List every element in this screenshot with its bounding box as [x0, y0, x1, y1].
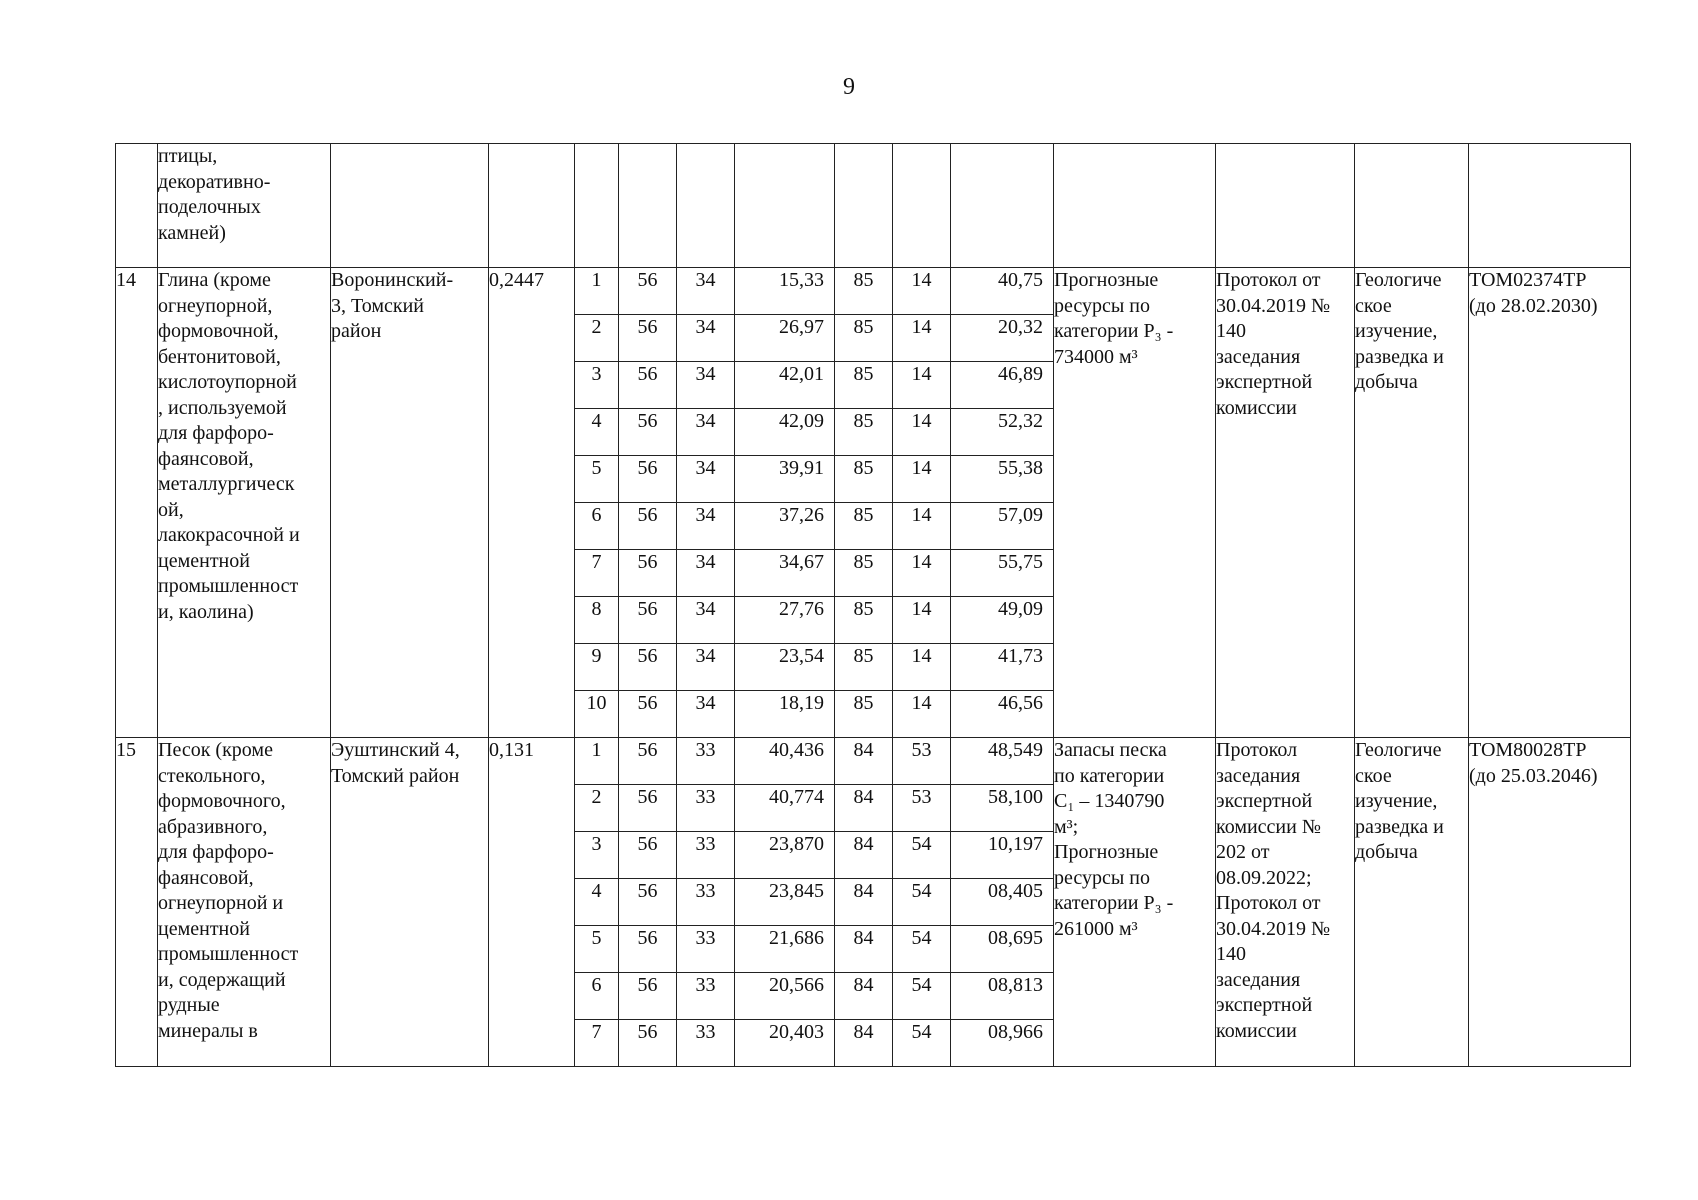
lat-min-cell: 33: [677, 1020, 735, 1067]
lat-sec-cell: [735, 144, 835, 268]
lon-deg-cell: 85: [835, 409, 893, 456]
lon-sec-cell: 20,32: [951, 315, 1054, 362]
lon-deg-cell: 84: [835, 738, 893, 785]
lat-sec-cell: 26,97: [735, 315, 835, 362]
point-no-cell: 5: [575, 926, 619, 973]
lat-sec-cell: 23,845: [735, 879, 835, 926]
lon-sec-cell: 10,197: [951, 832, 1054, 879]
lat-deg-cell: 56: [619, 738, 677, 785]
location-cell: Воронинский- 3, Томский район: [331, 268, 489, 738]
point-no-cell: 8: [575, 597, 619, 644]
lon-min-cell: 14: [893, 362, 951, 409]
lon-deg-cell: 84: [835, 832, 893, 879]
lon-sec-cell: 55,38: [951, 456, 1054, 503]
continuation-row: [116, 144, 1631, 268]
lon-min-cell: 14: [893, 409, 951, 456]
purpose-cell: Геологиче ское изучение, разведка и добыча: [1355, 738, 1469, 1067]
lon-sec-cell: 49,09: [951, 597, 1054, 644]
row-number: 14: [116, 268, 158, 738]
lat-sec-cell: 42,01: [735, 362, 835, 409]
lat-sec-cell: 23,870: [735, 832, 835, 879]
lon-deg-cell: 84: [835, 926, 893, 973]
point-no-cell: 9: [575, 644, 619, 691]
lon-sec-cell: 08,695: [951, 926, 1054, 973]
protocol-cell: Протокол заседания экспертной комиссии № 202 от 08.09.2022; Протокол от 30.04.2019 № 140 заседания экспертной комиссии: [1216, 738, 1355, 1067]
resources-cell: Прогнозные ресурсы по категории Р₃ - 734000 м³: [1054, 268, 1216, 738]
lat-min-cell: 34: [677, 362, 735, 409]
lon-deg-cell: 85: [835, 503, 893, 550]
lat-min-cell: 34: [677, 503, 735, 550]
lon-min-cell: 14: [893, 268, 951, 315]
point-no-cell: [575, 144, 619, 268]
page-number: 9: [843, 74, 855, 100]
number-cell: [116, 144, 158, 268]
lon-min-cell: 54: [893, 1020, 951, 1067]
point-no-cell: 2: [575, 785, 619, 832]
lon-deg-cell: 85: [835, 691, 893, 738]
lat-deg-cell: 56: [619, 456, 677, 503]
lat-min-cell: 33: [677, 879, 735, 926]
lat-min-cell: 33: [677, 973, 735, 1020]
lat-min-cell: 33: [677, 832, 735, 879]
lon-min-cell: 14: [893, 644, 951, 691]
lat-min-cell: 34: [677, 597, 735, 644]
lon-sec-cell: [951, 144, 1054, 268]
resources-cell: Запасы песка по категории С₁ – 1340790 м³; Прогнозные ресурсы по категории Р₃ - 261000 м³: [1054, 738, 1216, 1067]
lon-sec-cell: 58,100: [951, 785, 1054, 832]
lat-min-cell: 34: [677, 409, 735, 456]
location-cell: [331, 144, 489, 268]
lon-deg-cell: 85: [835, 362, 893, 409]
lon-min-cell: 14: [893, 503, 951, 550]
lat-sec-cell: 37,26: [735, 503, 835, 550]
point-no-cell: 1: [575, 268, 619, 315]
lon-sec-cell: 57,09: [951, 503, 1054, 550]
lon-min-cell: 14: [893, 597, 951, 644]
lon-deg-cell: 85: [835, 456, 893, 503]
point-no-cell: 5: [575, 456, 619, 503]
lat-min-cell: 33: [677, 738, 735, 785]
lat-deg-cell: 56: [619, 1020, 677, 1067]
lat-deg-cell: [619, 144, 677, 268]
lon-min-cell: [893, 144, 951, 268]
lat-deg-cell: 56: [619, 973, 677, 1020]
license-cell: ТОМ02374ТР (до 28.02.2030): [1469, 268, 1631, 738]
lat-min-cell: 34: [677, 456, 735, 503]
mineral-cell: птицы, декоративно- поделочных камней): [158, 144, 331, 268]
purpose-cell: [1355, 144, 1469, 268]
lon-deg-cell: 84: [835, 1020, 893, 1067]
lat-sec-cell: 40,436: [735, 738, 835, 785]
lon-sec-cell: 08,966: [951, 1020, 1054, 1067]
location-cell: Эуштинский 4, Томский район: [331, 738, 489, 1067]
lat-deg-cell: 56: [619, 268, 677, 315]
lon-deg-cell: 85: [835, 550, 893, 597]
row-number: 15: [116, 738, 158, 1067]
lon-min-cell: 14: [893, 550, 951, 597]
point-no-cell: 2: [575, 315, 619, 362]
lat-sec-cell: 34,67: [735, 550, 835, 597]
lat-min-cell: 33: [677, 785, 735, 832]
lat-sec-cell: 20,566: [735, 973, 835, 1020]
lon-sec-cell: 46,89: [951, 362, 1054, 409]
lat-deg-cell: 56: [619, 503, 677, 550]
lat-deg-cell: 56: [619, 315, 677, 362]
lon-deg-cell: 84: [835, 973, 893, 1020]
lon-min-cell: 54: [893, 832, 951, 879]
protocol-cell: [1216, 144, 1355, 268]
point-no-cell: 3: [575, 362, 619, 409]
point-no-cell: 4: [575, 409, 619, 456]
lat-deg-cell: 56: [619, 832, 677, 879]
lat-deg-cell: 56: [619, 409, 677, 456]
point-no-cell: 1: [575, 738, 619, 785]
lon-sec-cell: 41,73: [951, 644, 1054, 691]
area-cell: 0,131: [489, 738, 575, 1067]
lon-min-cell: 54: [893, 926, 951, 973]
lon-min-cell: 53: [893, 785, 951, 832]
lon-deg-cell: [835, 144, 893, 268]
license-cell: [1469, 144, 1631, 268]
point-no-cell: 7: [575, 1020, 619, 1067]
table-row: [116, 738, 1631, 785]
point-no-cell: 3: [575, 832, 619, 879]
lat-min-cell: 33: [677, 926, 735, 973]
lon-deg-cell: 85: [835, 315, 893, 362]
point-no-cell: 6: [575, 503, 619, 550]
area-cell: [489, 144, 575, 268]
area-cell: 0,2447: [489, 268, 575, 738]
lon-deg-cell: 85: [835, 644, 893, 691]
lat-deg-cell: 56: [619, 644, 677, 691]
lat-min-cell: 34: [677, 268, 735, 315]
lat-min-cell: 34: [677, 691, 735, 738]
lat-sec-cell: 18,19: [735, 691, 835, 738]
point-no-cell: 4: [575, 879, 619, 926]
lat-deg-cell: 56: [619, 550, 677, 597]
lon-min-cell: 54: [893, 879, 951, 926]
lat-sec-cell: 20,403: [735, 1020, 835, 1067]
lon-deg-cell: 85: [835, 268, 893, 315]
lon-sec-cell: 48,549: [951, 738, 1054, 785]
mineral-cell: Песок (кроме стекольного, формовочного, абразивного, для фарфоро- фаянсовой, огнеупорной и цементной промышленност и, содержащий рудные минералы в: [158, 738, 331, 1067]
lon-sec-cell: 52,32: [951, 409, 1054, 456]
lon-deg-cell: 85: [835, 597, 893, 644]
lat-min-cell: 34: [677, 315, 735, 362]
lat-deg-cell: 56: [619, 926, 677, 973]
lon-min-cell: 14: [893, 691, 951, 738]
lon-sec-cell: 40,75: [951, 268, 1054, 315]
lon-min-cell: 14: [893, 456, 951, 503]
lat-deg-cell: 56: [619, 785, 677, 832]
lat-sec-cell: 15,33: [735, 268, 835, 315]
lat-deg-cell: 56: [619, 597, 677, 644]
lon-sec-cell: 55,75: [951, 550, 1054, 597]
lat-sec-cell: 27,76: [735, 597, 835, 644]
protocol-cell: Протокол от 30.04.2019 № 140 заседания экспертной комиссии: [1216, 268, 1355, 738]
lat-sec-cell: 42,09: [735, 409, 835, 456]
table-row: [116, 268, 1631, 315]
lon-sec-cell: 08,405: [951, 879, 1054, 926]
lon-min-cell: 14: [893, 315, 951, 362]
lon-sec-cell: 46,56: [951, 691, 1054, 738]
point-no-cell: 6: [575, 973, 619, 1020]
point-no-cell: 7: [575, 550, 619, 597]
lat-sec-cell: 40,774: [735, 785, 835, 832]
lon-min-cell: 53: [893, 738, 951, 785]
mineral-cell: Глина (кроме огнеупорной, формовочной, бентонитовой, кислотоупорной , используемой для фарфоро- фаянсовой, металлургическ ой, лакокрасочной и цементной промышленност и, каолина): [158, 268, 331, 738]
resources-cell: [1054, 144, 1216, 268]
lat-deg-cell: 56: [619, 879, 677, 926]
lat-min-cell: [677, 144, 735, 268]
lat-sec-cell: 23,54: [735, 644, 835, 691]
purpose-cell: Геологиче ское изучение, разведка и добыча: [1355, 268, 1469, 738]
lat-sec-cell: 21,686: [735, 926, 835, 973]
license-cell: ТОМ80028ТР (до 25.03.2046): [1469, 738, 1631, 1067]
point-no-cell: 10: [575, 691, 619, 738]
subsoil-registry-table: [115, 143, 1631, 1067]
lat-deg-cell: 56: [619, 362, 677, 409]
lat-min-cell: 34: [677, 644, 735, 691]
lon-sec-cell: 08,813: [951, 973, 1054, 1020]
lat-min-cell: 34: [677, 550, 735, 597]
lon-deg-cell: 84: [835, 879, 893, 926]
lon-deg-cell: 84: [835, 785, 893, 832]
lat-sec-cell: 39,91: [735, 456, 835, 503]
lat-deg-cell: 56: [619, 691, 677, 738]
lon-min-cell: 54: [893, 973, 951, 1020]
